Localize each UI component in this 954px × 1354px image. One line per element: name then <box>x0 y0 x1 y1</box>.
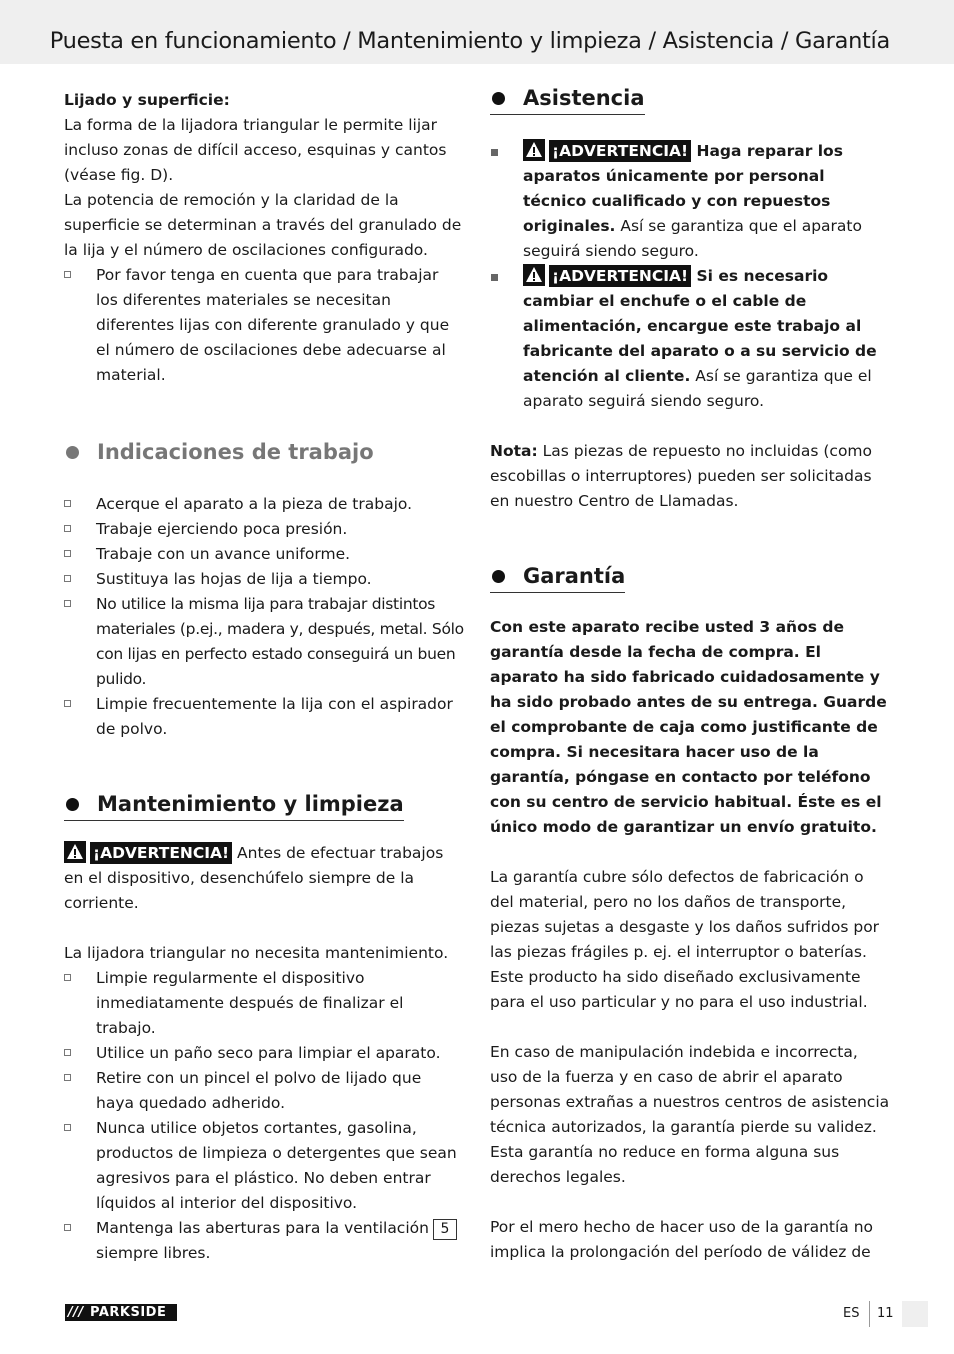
lijado-title: Lijado y superficie: <box>64 91 230 109</box>
garantia-bold-paragraph: Con este aparato recibe usted 3 años de garantía desde la fecha de compra. El aparato ha sido fabricado cuidadosamente y ha sido probado antes de su entrega. Guarde el comprobante de caja como justificante de compra. Si necesitara hacer uso de la garantía, póngase en contacto por teléfono con su centro de servicio habitual. Éste es el único modo de garantizar un envío gratuito. <box>490 618 887 836</box>
right-column <box>490 84 890 1265</box>
nota-paragraph: Nota: Las piezas de repuesto no incluidas (como escobillas o interruptores) pueden ser solicitadas en nuestro Centro de Llamadas. <box>490 442 873 510</box>
logo-text: PARKSIDE <box>90 1305 167 1320</box>
list-item: No utilice la misma lija para trabajar distintos materiales (p.ej., madera y, después, metal. Sólo con lijas en perfecto estado conseguirá un buen pulido. <box>64 592 464 692</box>
page-title: Puesta en funcionamiento / Mantenimiento y limpieza / Asistencia / Garantía <box>49 28 890 54</box>
footer-divider <box>869 1301 870 1327</box>
list-item: Acerque el aparato a la pieza de trabajo. <box>64 492 464 517</box>
list-item: ¡ADVERTENCIA! Haga reparar los aparatos únicamente por personal técnico cualificado y con repuestos originales. Así se garantiza que el aparato seguirá siendo seguro. <box>490 139 890 264</box>
indicaciones-heading: Indicaciones de trabajo <box>64 438 374 468</box>
lijado-paragraph-2: La potencia de remoción y la claridad de la superficie se determinan a través del granulado de la lija y el número de oscilaciones configurado. <box>64 191 462 259</box>
page-footer <box>0 1290 954 1340</box>
bullet-dot-icon <box>492 570 505 583</box>
list-item: Trabaje con un avance uniforme. <box>64 542 464 567</box>
square-bullet-icon <box>491 149 498 156</box>
list-item: Retire con un pincel el polvo de lijado que haya quedado adherido. <box>64 1066 464 1116</box>
checkbox-bullet-icon <box>64 1124 71 1131</box>
footer-grey-tab <box>902 1301 928 1327</box>
checkbox-bullet-icon <box>64 974 71 981</box>
language-code: ES <box>843 1306 860 1321</box>
list-item: Limpie regularmente el dispositivo inmediatamente después de finalizar el trabajo. <box>64 966 464 1041</box>
list-item: Mantenga las aberturas para la ventilación 5 siempre libres. <box>64 1216 464 1266</box>
list-item: Sustituya las hojas de lija a tiempo. <box>64 567 464 592</box>
asistencia-heading: Asistencia <box>490 84 645 115</box>
checkbox-bullet-icon <box>64 271 71 278</box>
page-number: 11 <box>877 1306 894 1321</box>
mantenimiento-warning: ¡ADVERTENCIA! Antes de efectuar trabajos en el dispositivo, desenchúfelo siempre de la corriente. <box>64 841 464 916</box>
bullet-dot-icon <box>66 798 79 811</box>
list-item: Utilice un paño seco para limpiar el aparato. <box>64 1041 464 1066</box>
bullet-dot-icon <box>66 446 79 459</box>
checkbox-bullet-icon <box>64 1074 71 1081</box>
mantenimiento-intro: La lijadora triangular no necesita mantenimiento. <box>64 944 449 962</box>
checkbox-bullet-icon <box>64 500 71 507</box>
mantenimiento-heading: Mantenimiento y limpieza <box>64 790 404 821</box>
garantia-heading: Garantía <box>490 562 625 593</box>
garantia-paragraph-4: Por el mero hecho de hacer uso de la garantía no implica la prolongación del período de válidez de <box>490 1218 874 1261</box>
lijado-paragraph-1: La forma de la lijadora triangular le permite lijar incluso zonas de difícil acceso, esquinas y cantos (véase fig. D). <box>64 116 447 184</box>
left-column <box>64 88 464 1266</box>
page-header <box>0 0 954 64</box>
checkbox-bullet-icon <box>64 600 71 607</box>
warning-label: ¡ADVERTENCIA! <box>90 842 232 864</box>
checkbox-bullet-icon <box>64 700 71 707</box>
checkbox-bullet-icon <box>64 550 71 557</box>
warning-triangle-icon <box>523 264 545 286</box>
garantia-paragraph-3: En caso de manipulación indebida e incorrecta, uso de la fuerza y en caso de abrir el aparato personas extrañas a nuestros centros de asistencia técnica autorizados, la garantía pierde su validez. Esta garantía no reduce en forma alguna sus derechos legales. <box>490 1043 890 1186</box>
garantia-paragraph-2: La garantía cubre sólo defectos de fabricación o del material, pero no los daños de transporte, piezas sujetas a desgaste y los daños sufridos por las piezas frágiles p. ej. el interruptor o baterías. Este producto ha sido diseñado exclusivamente para el uso particular y no para el uso industrial. <box>490 868 880 1011</box>
list-item: Nunca utilice objetos cortantes, gasolina, productos de limpieza o detergentes que sean agresivos para el plástico. No deben entrar líquidos al interior del dispositivo. <box>64 1116 464 1216</box>
parkside-logo <box>65 1304 177 1321</box>
checkbox-bullet-icon <box>64 1049 71 1056</box>
logo-mark: /// <box>68 1305 84 1320</box>
checkbox-bullet-icon <box>64 1224 71 1231</box>
bullet-dot-icon <box>492 92 505 105</box>
list-item: Por favor tenga en cuenta que para trabajar los diferentes materiales se necesitan diferentes lijas con diferente granulado y que el número de oscilaciones debe adecuarse al material. <box>64 263 464 388</box>
warning-label: ¡ADVERTENCIA! <box>549 140 691 162</box>
figure-reference-number: 5 <box>433 1219 457 1240</box>
list-item: ¡ADVERTENCIA! Si es necesario cambiar el enchufe o el cable de alimentación, encargue este trabajo al fabricante del aparato o a su servicio de atención al cliente. Así se garantiza que el aparato seguirá siendo seguro. <box>490 264 890 414</box>
list-item: Trabaje ejerciendo poca presión. <box>64 517 464 542</box>
warning-label: ¡ADVERTENCIA! <box>549 265 691 287</box>
checkbox-bullet-icon <box>64 525 71 532</box>
checkbox-bullet-icon <box>64 575 71 582</box>
list-item: Limpie frecuentemente la lija con el aspirador de polvo. <box>64 692 464 742</box>
warning-triangle-icon <box>523 139 545 161</box>
warning-triangle-icon <box>64 841 86 863</box>
square-bullet-icon <box>491 274 498 281</box>
